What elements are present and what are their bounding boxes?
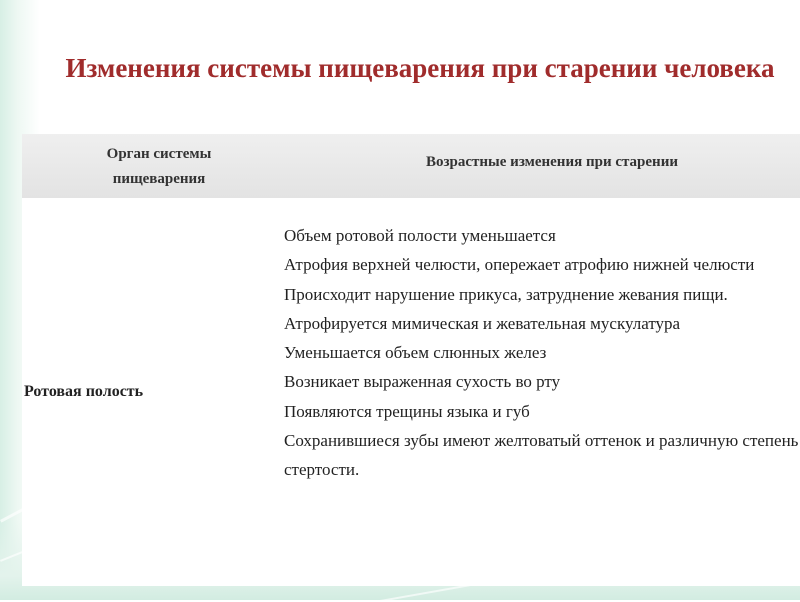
list-item: Объем ротовой полости уменьшается (284, 226, 556, 245)
changes-list (284, 221, 800, 485)
table-cell-organ: Ротовая полость (24, 383, 144, 400)
list-item: Появляются трещины языка и губ (284, 401, 530, 421)
table-header-row (22, 134, 800, 198)
list-item: Происходит нарушение прикуса, затруднение жевания пищи. (284, 284, 728, 304)
data-table (22, 134, 800, 586)
list-item: Уменьшается объем слюнных желез (284, 343, 547, 363)
header-changes: Возрастные изменения при старении (426, 154, 678, 170)
list-item: Атрофируется мимическая и жевательная мускулатура (284, 313, 681, 333)
list-item: Атрофия верхней челюсти, опережает атрофию нижней челюсти (284, 255, 755, 275)
list-item: Сохранившиеся зубы имеют желтоватый оттенок и различную степень стертости. (284, 431, 799, 480)
slide-title: Изменения системы пищеварения при старении человека (65, 53, 775, 83)
header-organ: Орган системы пищеварения (106, 146, 212, 187)
list-item: Возникает выраженная сухость во рту (284, 372, 561, 392)
